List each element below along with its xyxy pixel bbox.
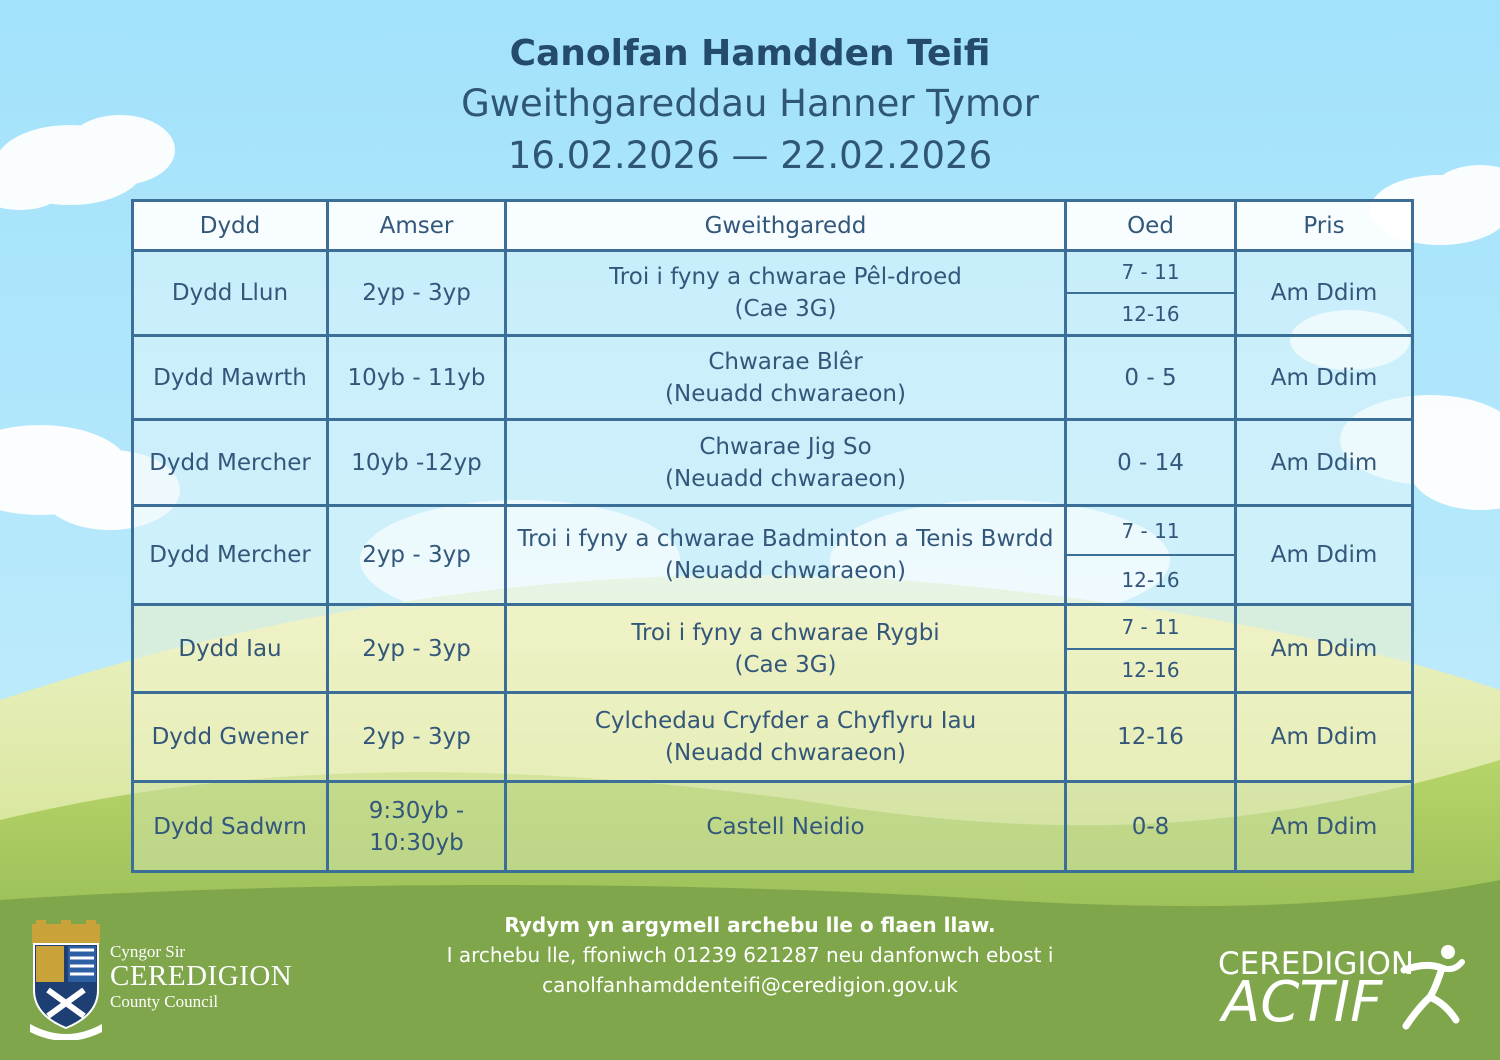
age-cell: 0-8 xyxy=(1066,782,1236,872)
booking-phone: I archebu lle, ffoniwch 01239 621287 neu danfonwch ebost i xyxy=(446,943,1054,967)
table-row xyxy=(133,782,1413,872)
time-end: 10:30yb xyxy=(369,829,464,856)
schedule-table xyxy=(131,199,1414,873)
table-header-row xyxy=(133,201,1413,251)
activity-venue: (Cae 3G) xyxy=(734,296,837,322)
booking-email[interactable]: canolfanhamddenteifi@ceredigion.gov.uk xyxy=(542,973,958,997)
activity-cell xyxy=(506,251,1066,336)
activity-cell xyxy=(506,506,1066,605)
age-range-senior: 12-16 xyxy=(1121,658,1180,683)
day-cell: Dydd Mercher xyxy=(133,420,328,506)
activity-cell xyxy=(506,336,1066,420)
table-row xyxy=(133,336,1413,420)
header xyxy=(0,30,1500,182)
price-cell: Am Ddim xyxy=(1236,506,1413,605)
age-cell xyxy=(1066,506,1236,605)
age-cell: 12-16 xyxy=(1066,693,1236,782)
price-cell: Am Ddim xyxy=(1236,420,1413,506)
age-range-senior: 12-16 xyxy=(1121,567,1180,592)
time-start: 9:30yb - xyxy=(368,797,465,824)
activity-venue: (Neuadd chwaraeon) xyxy=(665,558,906,584)
age-cell: 0 - 5 xyxy=(1066,336,1236,420)
price-cell: Am Ddim xyxy=(1236,782,1413,872)
price-cell: Am Ddim xyxy=(1236,251,1413,336)
column-header-day: Dydd xyxy=(133,201,328,251)
booking-info xyxy=(380,910,1120,1000)
activity-name: Chwarae Blêr xyxy=(708,348,863,375)
time-cell xyxy=(328,782,506,872)
activity-name: Troi i fyny a chwarae Pêl-droed xyxy=(609,264,962,290)
age-cell xyxy=(1066,251,1236,336)
council-name: CEREDIGION xyxy=(110,960,293,992)
table-row xyxy=(133,506,1413,605)
activity-name: Troi i fyny a chwarae Badminton a Tenis Bwrdd xyxy=(517,526,1054,552)
time-cell: 10yb - 11yb xyxy=(328,336,506,420)
day-cell: Dydd Mawrth xyxy=(133,336,328,420)
age-range-junior: 7 - 11 xyxy=(1067,606,1234,650)
actif-logo-bottom: ACTIF xyxy=(1222,970,1383,1035)
time-cell: 2yp - 3yp xyxy=(328,605,506,693)
table-row xyxy=(133,693,1413,782)
time-cell: 2yp - 3yp xyxy=(328,693,506,782)
booking-recommendation: Rydym yn argymell archebu lle o flaen llaw. xyxy=(504,913,996,937)
activity-venue: (Neuadd chwaraeon) xyxy=(665,380,906,407)
age-range-junior: 7 - 11 xyxy=(1067,507,1234,556)
running-figure-icon xyxy=(1396,942,1466,1032)
day-cell: Dydd Iau xyxy=(133,605,328,693)
activity-cell: Castell Neidio xyxy=(506,782,1066,872)
activity-venue: (Neuadd chwaraeon) xyxy=(665,465,906,492)
activity-venue: (Neuadd chwaraeon) xyxy=(665,740,906,766)
activity-cell xyxy=(506,693,1066,782)
activity-name: Troi i fyny a chwarae Rygbi xyxy=(631,619,940,646)
price-cell: Am Ddim xyxy=(1236,605,1413,693)
day-cell: Dydd Llun xyxy=(133,251,328,336)
council-name-english-suffix: County Council xyxy=(110,992,219,1011)
day-cell: Dydd Mercher xyxy=(133,506,328,605)
activity-venue: (Cae 3G) xyxy=(734,651,837,678)
date-range: 16.02.2026 — 22.02.2026 xyxy=(507,134,993,177)
table-row xyxy=(133,420,1413,506)
page-subtitle: Gweithgareddau Hanner Tymor xyxy=(461,82,1039,125)
activity-name: Cylchedau Cryfder a Chyflyru Iau xyxy=(594,708,977,734)
activity-name: Chwarae Jig So xyxy=(699,433,872,460)
table-row xyxy=(133,605,1413,693)
column-header-price: Pris xyxy=(1236,201,1413,251)
age-range-junior: 7 - 11 xyxy=(1067,252,1234,294)
column-header-activity: Gweithgaredd xyxy=(506,201,1066,251)
price-cell: Am Ddim xyxy=(1236,336,1413,420)
age-cell: 0 - 14 xyxy=(1066,420,1236,506)
activity-cell xyxy=(506,420,1066,506)
column-header-time: Amser xyxy=(328,201,506,251)
council-crest-icon xyxy=(26,920,106,1040)
page-title: Canolfan Hamdden Teifi xyxy=(509,33,991,74)
age-range-senior: 12-16 xyxy=(1121,302,1180,326)
actif-logo-top: CEREDIGION xyxy=(1218,946,1415,982)
price-cell: Am Ddim xyxy=(1236,693,1413,782)
council-name-welsh-prefix: Cyngor Sir xyxy=(110,942,186,961)
activity-cell xyxy=(506,605,1066,693)
time-cell: 2yp - 3yp xyxy=(328,506,506,605)
day-cell: Dydd Gwener xyxy=(133,693,328,782)
table-row xyxy=(133,251,1413,336)
column-header-age: Oed xyxy=(1066,201,1236,251)
day-cell: Dydd Sadwrn xyxy=(133,782,328,872)
time-cell: 10yb -12yp xyxy=(328,420,506,506)
age-cell xyxy=(1066,605,1236,693)
time-cell: 2yp - 3yp xyxy=(328,251,506,336)
